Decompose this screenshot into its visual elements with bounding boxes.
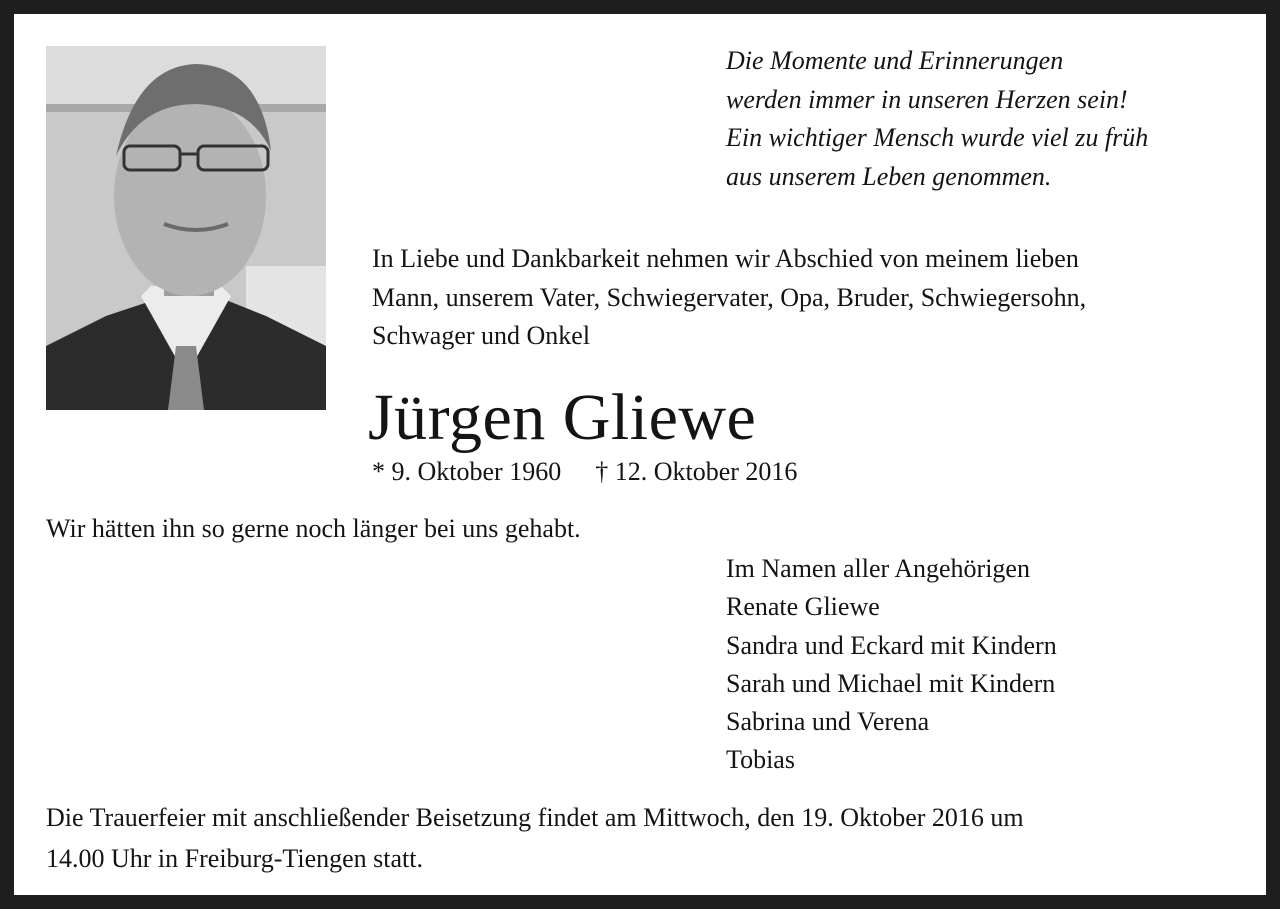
deceased-name: Jürgen Gliewe	[368, 381, 757, 454]
life-dates	[372, 454, 797, 490]
farewell-text	[372, 240, 1086, 356]
signer-line: Sandra und Eckard mit Kindern	[726, 630, 1057, 660]
signer-line: Sarah und Michael mit Kindern	[726, 668, 1056, 698]
motto-line: aus unserem Leben genommen.	[726, 161, 1052, 191]
funeral-line: 14.00 Uhr in Freiburg-Tiengen statt.	[46, 844, 423, 873]
farewell-line: Mann, unserem Vater, Schwiegervater, Opa, Bruder, Schwiegersohn,	[372, 282, 1087, 312]
regret-line: Wir hätten ihn so gerne noch länger bei uns gehabt.	[46, 514, 581, 543]
farewell-line: Schwager und Onkel	[372, 321, 591, 350]
signer-line: Sabrina und Verena	[726, 707, 930, 737]
death-date: † 12. Oktober 2016	[595, 457, 798, 486]
farewell-line: In Liebe und Dankbarkeit nehmen wir Abschied von meinem lieben	[372, 244, 1079, 273]
signers-block	[726, 550, 1057, 780]
signer-line: Renate Gliewe	[726, 592, 880, 622]
motto-line: werden immer in unseren Herzen sein!	[726, 84, 1128, 114]
obituary-card	[14, 14, 1266, 895]
birth-date: * 9. Oktober 1960	[372, 457, 562, 486]
portrait-photo	[46, 46, 326, 410]
motto-quote	[726, 42, 1148, 196]
signer-line: Tobias	[726, 745, 795, 775]
signer-line: Im Namen aller Angehörigen	[726, 554, 1030, 583]
motto-line: Die Momente und Erinnerungen	[726, 46, 1064, 75]
funeral-line: Die Trauerfeier mit anschließender Beisetzung findet am Mittwoch, den 19. Oktober 2016 um	[46, 803, 1024, 832]
funeral-notice	[46, 797, 1246, 879]
motto-line: Ein wichtiger Mensch wurde viel zu früh	[726, 123, 1149, 152]
